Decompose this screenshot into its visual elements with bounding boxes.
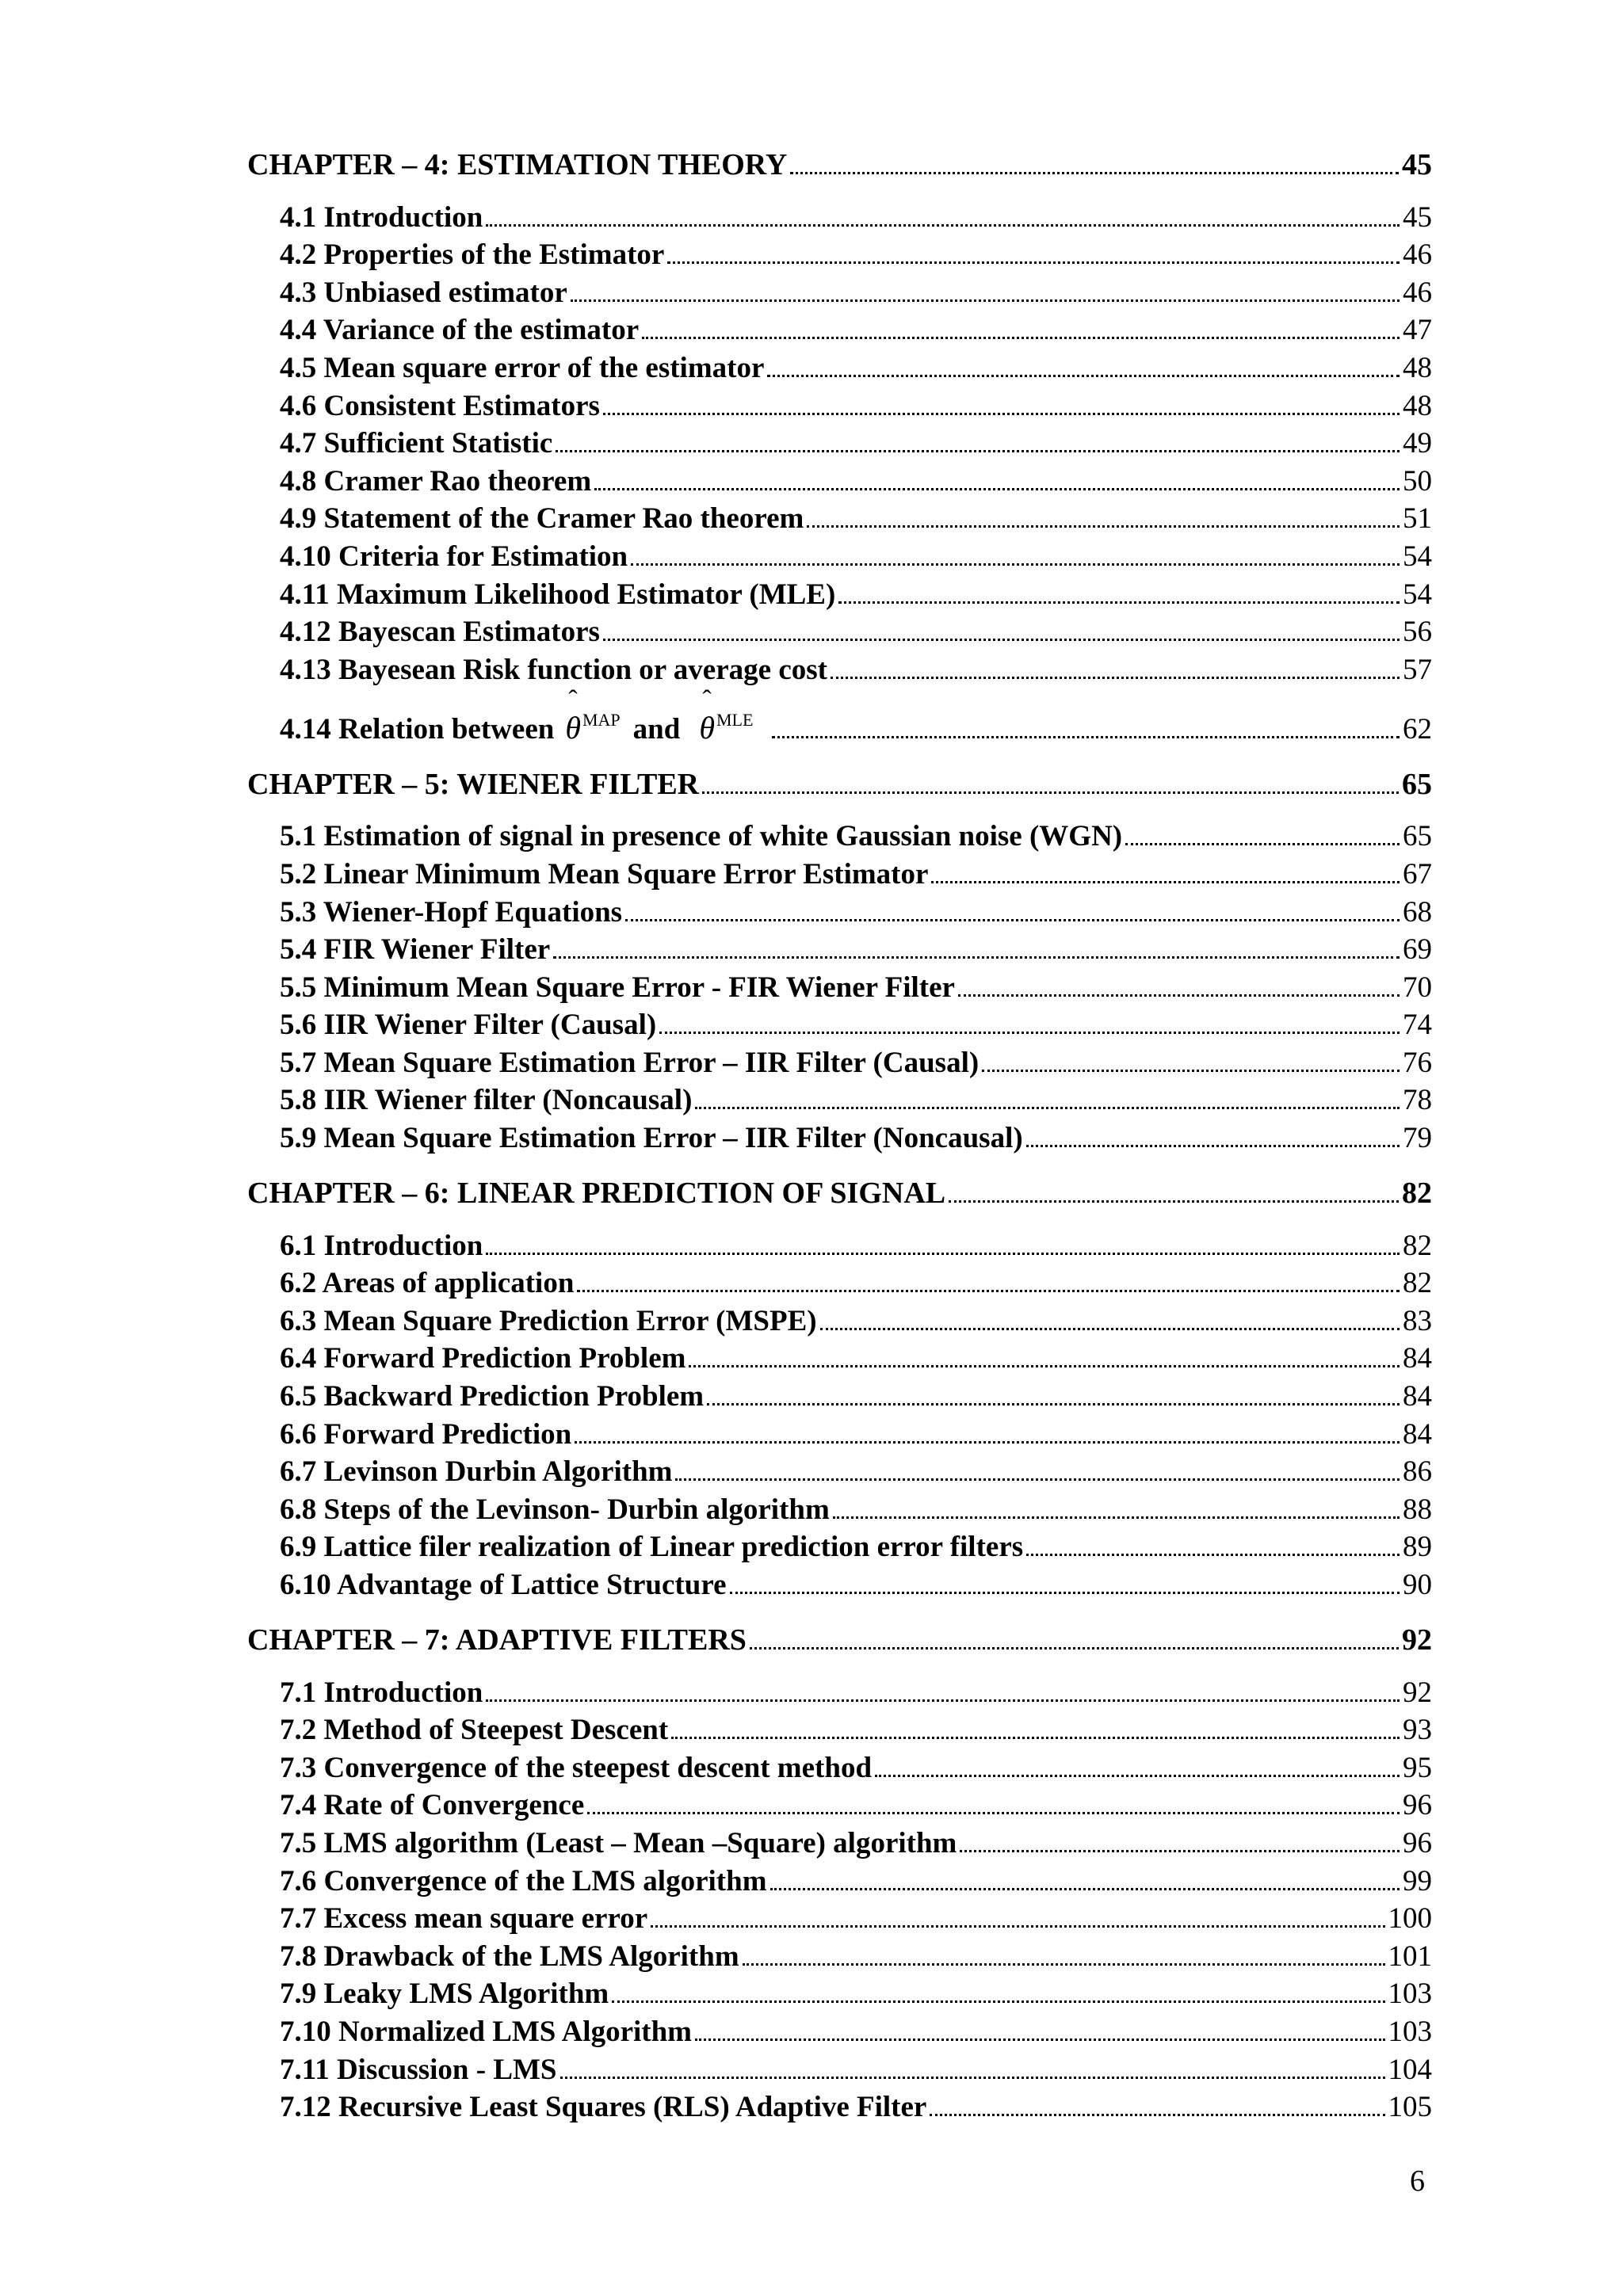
entry-page-number: 104 (1388, 2053, 1432, 2086)
section-list (247, 196, 1432, 746)
entry-page-number: 51 (1403, 502, 1432, 536)
toc-entry[interactable] (280, 1672, 1432, 1710)
entry-label: 5.1 Estimation of signal in presence of white Gaussian noise (WGN) (280, 820, 1123, 853)
entry-label: 7.9 Leaky LMS Algorithm (280, 1978, 609, 2011)
dot-leader (707, 1403, 1400, 1405)
theta-mle-symbol (699, 685, 754, 746)
chapter-heading[interactable] (247, 144, 1432, 182)
entry-page-number: 49 (1403, 427, 1432, 460)
map-subscript: MAP (582, 709, 621, 730)
chapter-title: CHAPTER – 4: ESTIMATION THEORY (247, 148, 788, 181)
toc-entry-formula[interactable] (280, 687, 1432, 746)
entry-page-number: 95 (1403, 1751, 1432, 1784)
dot-leader (807, 525, 1400, 528)
section-list (247, 1225, 1432, 1602)
dot-leader (486, 224, 1400, 227)
entry-label: 7.11 Discussion - LMS (280, 2053, 557, 2086)
toc-entry[interactable] (280, 1005, 1432, 1043)
dot-leader (594, 488, 1400, 490)
entry-page-number: 84 (1403, 1380, 1432, 1413)
dot-leader (930, 2114, 1384, 2116)
toc-entry[interactable] (280, 385, 1432, 423)
mle-subscript: MLE (716, 709, 754, 730)
dot-leader (631, 563, 1400, 566)
toc-entry[interactable] (280, 1860, 1432, 1898)
dot-leader (958, 994, 1400, 997)
theta-map-symbol (565, 685, 621, 746)
toc-entry[interactable] (280, 1564, 1432, 1602)
toc-entry[interactable] (280, 1263, 1432, 1301)
toc-entry[interactable] (280, 649, 1432, 687)
entry-label: 5.5 Minimum Mean Square Error - FIR Wiener Filter (280, 971, 955, 1004)
entry-label: 5.9 Mean Square Estimation Error – IIR Filter (Noncausal) (280, 1122, 1023, 1155)
toc-entry[interactable] (280, 310, 1432, 348)
chapter-title: CHAPTER – 6: LINEAR PREDICTION OF SIGNAL (247, 1177, 946, 1211)
entry-label: 4.14 Relation between (280, 712, 555, 746)
dot-leader (556, 450, 1400, 452)
entry-label: 6.10 Advantage of Lattice Structure (280, 1569, 727, 1601)
dot-leader (671, 1737, 1400, 1739)
entry-page-number: 101 (1388, 1939, 1432, 1973)
dot-leader (695, 2039, 1384, 2041)
chapter-heading[interactable] (247, 1619, 1432, 1657)
entry-label: 5.3 Wiener-Hopf Equations (280, 895, 623, 929)
entry-page-number: 47 (1403, 314, 1432, 347)
dot-leader (838, 601, 1400, 604)
entry-label: 5.8 IIR Wiener filter (Noncausal) (280, 1084, 693, 1117)
dot-leader (743, 1963, 1385, 1966)
dot-leader (1026, 1554, 1400, 1556)
entry-label: 4.2 Properties of the Estimator (280, 238, 665, 272)
toc-entry[interactable] (280, 967, 1432, 1005)
dot-leader (603, 413, 1400, 415)
entry-label: 4.6 Consistent Estimators (280, 389, 600, 422)
toc-entry[interactable] (280, 1451, 1432, 1489)
toc-entry[interactable] (280, 1338, 1432, 1376)
entry-label: 4.3 Unbiased estimator (280, 276, 567, 309)
entry-page-number: 78 (1403, 1084, 1432, 1117)
dot-leader (767, 375, 1400, 377)
dot-leader (575, 1441, 1400, 1444)
table-of-contents (247, 144, 1432, 2124)
entry-page-number: 83 (1403, 1304, 1432, 1337)
toc-entry[interactable] (280, 1413, 1432, 1451)
toc-entry[interactable] (280, 460, 1432, 498)
entry-label: 6.7 Levinson Durbin Algorithm (280, 1455, 673, 1489)
dot-leader (577, 1290, 1400, 1292)
hat-accent: ˆ (702, 685, 712, 715)
toc-entry[interactable] (280, 1042, 1432, 1080)
dot-leader (689, 1365, 1400, 1367)
entry-label: 6.1 Introduction (280, 1229, 483, 1262)
entry-label: 4.5 Mean square error of the estimator (280, 351, 765, 384)
entry-label: 7.8 Drawback of the LMS Algorithm (280, 1939, 739, 1973)
entry-page-number: 46 (1403, 238, 1432, 272)
toc-entry[interactable] (280, 1822, 1432, 1860)
entry-label: 7.6 Convergence of the LMS algorithm (280, 1864, 767, 1897)
dot-leader (931, 881, 1400, 883)
entry-page-number: 46 (1403, 276, 1432, 309)
dot-leader (730, 1592, 1400, 1594)
entry-page-number: 54 (1403, 540, 1432, 573)
entry-page-number: 99 (1403, 1864, 1432, 1897)
dot-leader (820, 1328, 1400, 1330)
entry-page-number: 48 (1403, 351, 1432, 384)
theta-letter: θ (699, 709, 715, 746)
dot-leader (553, 956, 1400, 959)
entry-page-number: 56 (1403, 616, 1432, 649)
entry-label: 6.8 Steps of the Levinson- Durbin algorithm (280, 1493, 830, 1526)
entry-page-number: 76 (1403, 1046, 1432, 1079)
entry-page-number: 62 (1403, 712, 1432, 746)
dot-leader (651, 1925, 1384, 1928)
toc-entry[interactable] (280, 1117, 1432, 1155)
entry-page-number: 105 (1388, 2091, 1432, 2124)
entry-label: 4.1 Introduction (280, 200, 483, 234)
dot-leader (790, 172, 1399, 174)
toc-entry[interactable] (280, 423, 1432, 461)
dot-leader (702, 791, 1399, 794)
entry-page-number: 45 (1403, 200, 1432, 234)
toc-entry[interactable] (280, 853, 1432, 891)
chapter-page-number: 82 (1402, 1177, 1432, 1211)
toc-entry[interactable] (280, 1785, 1432, 1823)
page-number: 6 (1410, 2164, 1425, 2198)
dot-leader (486, 1253, 1400, 1255)
entry-label: 6.9 Lattice filer realization of Linear prediction error filters (280, 1531, 1024, 1564)
entry-label: 6.6 Forward Prediction (280, 1417, 572, 1451)
entry-label: 6.3 Mean Square Prediction Error (MSPE) (280, 1304, 817, 1337)
entry-page-number: 96 (1403, 1789, 1432, 1822)
entry-page-number: 48 (1403, 389, 1432, 422)
chapter-page-number: 65 (1402, 767, 1432, 801)
entry-page-number: 54 (1403, 578, 1432, 611)
entry-label: 4.9 Statement of the Cramer Rao theorem (280, 502, 804, 536)
toc-entry[interactable] (280, 1527, 1432, 1565)
entry-label: 7.12 Recursive Least Squares (RLS) Adaptive Filter (280, 2091, 927, 2124)
entry-page-number: 65 (1403, 820, 1432, 853)
chapter-heading[interactable] (247, 1173, 1432, 1211)
and-word: and (632, 712, 681, 746)
entry-page-number: 82 (1403, 1229, 1432, 1262)
dot-leader (1026, 1145, 1400, 1147)
dot-leader (960, 1850, 1400, 1852)
dot-leader (695, 1107, 1400, 1109)
dot-leader (770, 1888, 1400, 1890)
dot-leader (625, 919, 1400, 921)
entry-label: 4.13 Bayesean Risk function or average cost (280, 653, 827, 686)
chapter-page-number: 92 (1402, 1623, 1432, 1657)
dot-leader (750, 1647, 1399, 1650)
toc-entry[interactable] (280, 536, 1432, 574)
chapter-title: CHAPTER – 5: WIENER FILTER (247, 767, 700, 801)
dot-leader (486, 1699, 1400, 1702)
dot-leader (659, 1032, 1400, 1034)
dot-leader (833, 1516, 1400, 1519)
entry-page-number: 69 (1403, 933, 1432, 967)
entry-page-number: 86 (1403, 1455, 1432, 1489)
entry-page-number: 90 (1403, 1569, 1432, 1601)
chapter-page-number: 45 (1402, 148, 1432, 181)
toc-entry[interactable] (280, 1936, 1432, 1974)
entry-label: 6.5 Backward Prediction Problem (280, 1380, 705, 1413)
theta-letter: θ (565, 709, 581, 746)
dot-leader (772, 736, 1400, 738)
entry-label: 5.7 Mean Square Estimation Error – IIR Filter (Causal) (280, 1046, 980, 1079)
dot-leader (949, 1200, 1399, 1203)
toc-entry[interactable] (280, 2011, 1432, 2049)
entry-label: 5.4 FIR Wiener Filter (280, 933, 551, 967)
toc-entry[interactable] (280, 816, 1432, 854)
entry-label: 6.2 Areas of application (280, 1267, 575, 1300)
dot-leader (675, 1478, 1400, 1481)
entry-label: 6.4 Forward Prediction Problem (280, 1342, 686, 1375)
toc-entry[interactable] (280, 1974, 1432, 2012)
toc-entry[interactable] (280, 347, 1432, 385)
entry-page-number: 67 (1403, 857, 1432, 891)
entry-label: 7.10 Normalized LMS Algorithm (280, 2015, 693, 2048)
entry-label: 4.7 Sufficient Statistic (280, 427, 553, 460)
hat-accent: ˆ (568, 685, 578, 715)
toc-entry[interactable] (280, 2049, 1432, 2087)
entry-label: 7.5 LMS algorithm (Least – Mean –Square) algorithm (280, 1826, 957, 1859)
toc-entry[interactable] (280, 1080, 1432, 1118)
toc-entry[interactable] (280, 2087, 1432, 2125)
toc-entry[interactable] (280, 272, 1432, 310)
entry-label: 4.10 Criteria for Estimation (280, 540, 628, 573)
toc-entry[interactable] (280, 1898, 1432, 1936)
dot-leader (587, 1812, 1400, 1814)
entry-page-number: 74 (1403, 1009, 1432, 1042)
toc-entry[interactable] (280, 1710, 1432, 1748)
entry-page-number: 84 (1403, 1342, 1432, 1375)
toc-entry[interactable] (280, 1300, 1432, 1338)
entry-label: 7.7 Excess mean square error (280, 1902, 648, 1936)
entry-page-number: 84 (1403, 1417, 1432, 1451)
entry-page-number: 103 (1388, 2015, 1432, 2048)
dot-leader (612, 2000, 1384, 2003)
entry-page-number: 70 (1403, 971, 1432, 1004)
toc-entry[interactable] (280, 1225, 1432, 1263)
entry-label: 4.12 Bayescan Estimators (280, 616, 600, 649)
entry-page-number: 88 (1403, 1493, 1432, 1526)
entry-page-number: 57 (1403, 653, 1432, 686)
entry-label: 5.2 Linear Minimum Mean Square Error Estimator (280, 857, 929, 891)
toc-entry[interactable] (280, 1489, 1432, 1527)
entry-page-number: 92 (1403, 1676, 1432, 1709)
toc-entry[interactable] (280, 1747, 1432, 1785)
entry-label: 7.2 Method of Steepest Descent (280, 1714, 669, 1747)
entry-label: 4.4 Variance of the estimator (280, 314, 640, 347)
toc-entry[interactable] (280, 574, 1432, 612)
dot-leader (667, 261, 1400, 264)
entry-label: 4.8 Cramer Rao theorem (280, 464, 592, 498)
dot-leader (642, 337, 1400, 339)
toc-entry[interactable] (280, 891, 1432, 929)
dot-leader (571, 299, 1400, 302)
toc-entry[interactable] (280, 235, 1432, 273)
entry-label: 4.11 Maximum Likelihood Estimator (MLE) (280, 578, 836, 611)
entry-page-number: 96 (1403, 1826, 1432, 1859)
entry-label: 7.4 Rate of Convergence (280, 1789, 585, 1822)
toc-entry[interactable] (280, 929, 1432, 967)
entry-label: 7.3 Convergence of the steepest descent method (280, 1751, 873, 1784)
chapter-heading[interactable] (247, 764, 1432, 802)
entry-page-number: 103 (1388, 1978, 1432, 2011)
entry-page-number: 100 (1388, 1902, 1432, 1936)
entry-page-number: 82 (1403, 1267, 1432, 1300)
entry-page-number: 89 (1403, 1531, 1432, 1564)
toc-entry[interactable] (280, 1375, 1432, 1413)
toc-entry[interactable] (280, 498, 1432, 536)
toc-entry[interactable] (280, 196, 1432, 235)
entry-page-number: 50 (1403, 464, 1432, 498)
dot-leader (982, 1070, 1400, 1072)
dot-leader (560, 2077, 1385, 2079)
entry-page-number: 68 (1403, 895, 1432, 929)
dot-leader (1125, 843, 1400, 845)
entry-label: 5.6 IIR Wiener Filter (Causal) (280, 1009, 657, 1042)
entry-page-number: 93 (1403, 1714, 1432, 1747)
section-list (247, 1672, 1432, 2124)
chapter-title: CHAPTER – 7: ADAPTIVE FILTERS (247, 1623, 747, 1657)
entry-label: 7.1 Introduction (280, 1676, 483, 1709)
section-list (247, 816, 1432, 1155)
toc-entry[interactable] (280, 612, 1432, 650)
dot-leader (603, 639, 1400, 641)
entry-page-number: 79 (1403, 1122, 1432, 1155)
dot-leader (875, 1775, 1400, 1777)
dot-leader (831, 677, 1400, 679)
